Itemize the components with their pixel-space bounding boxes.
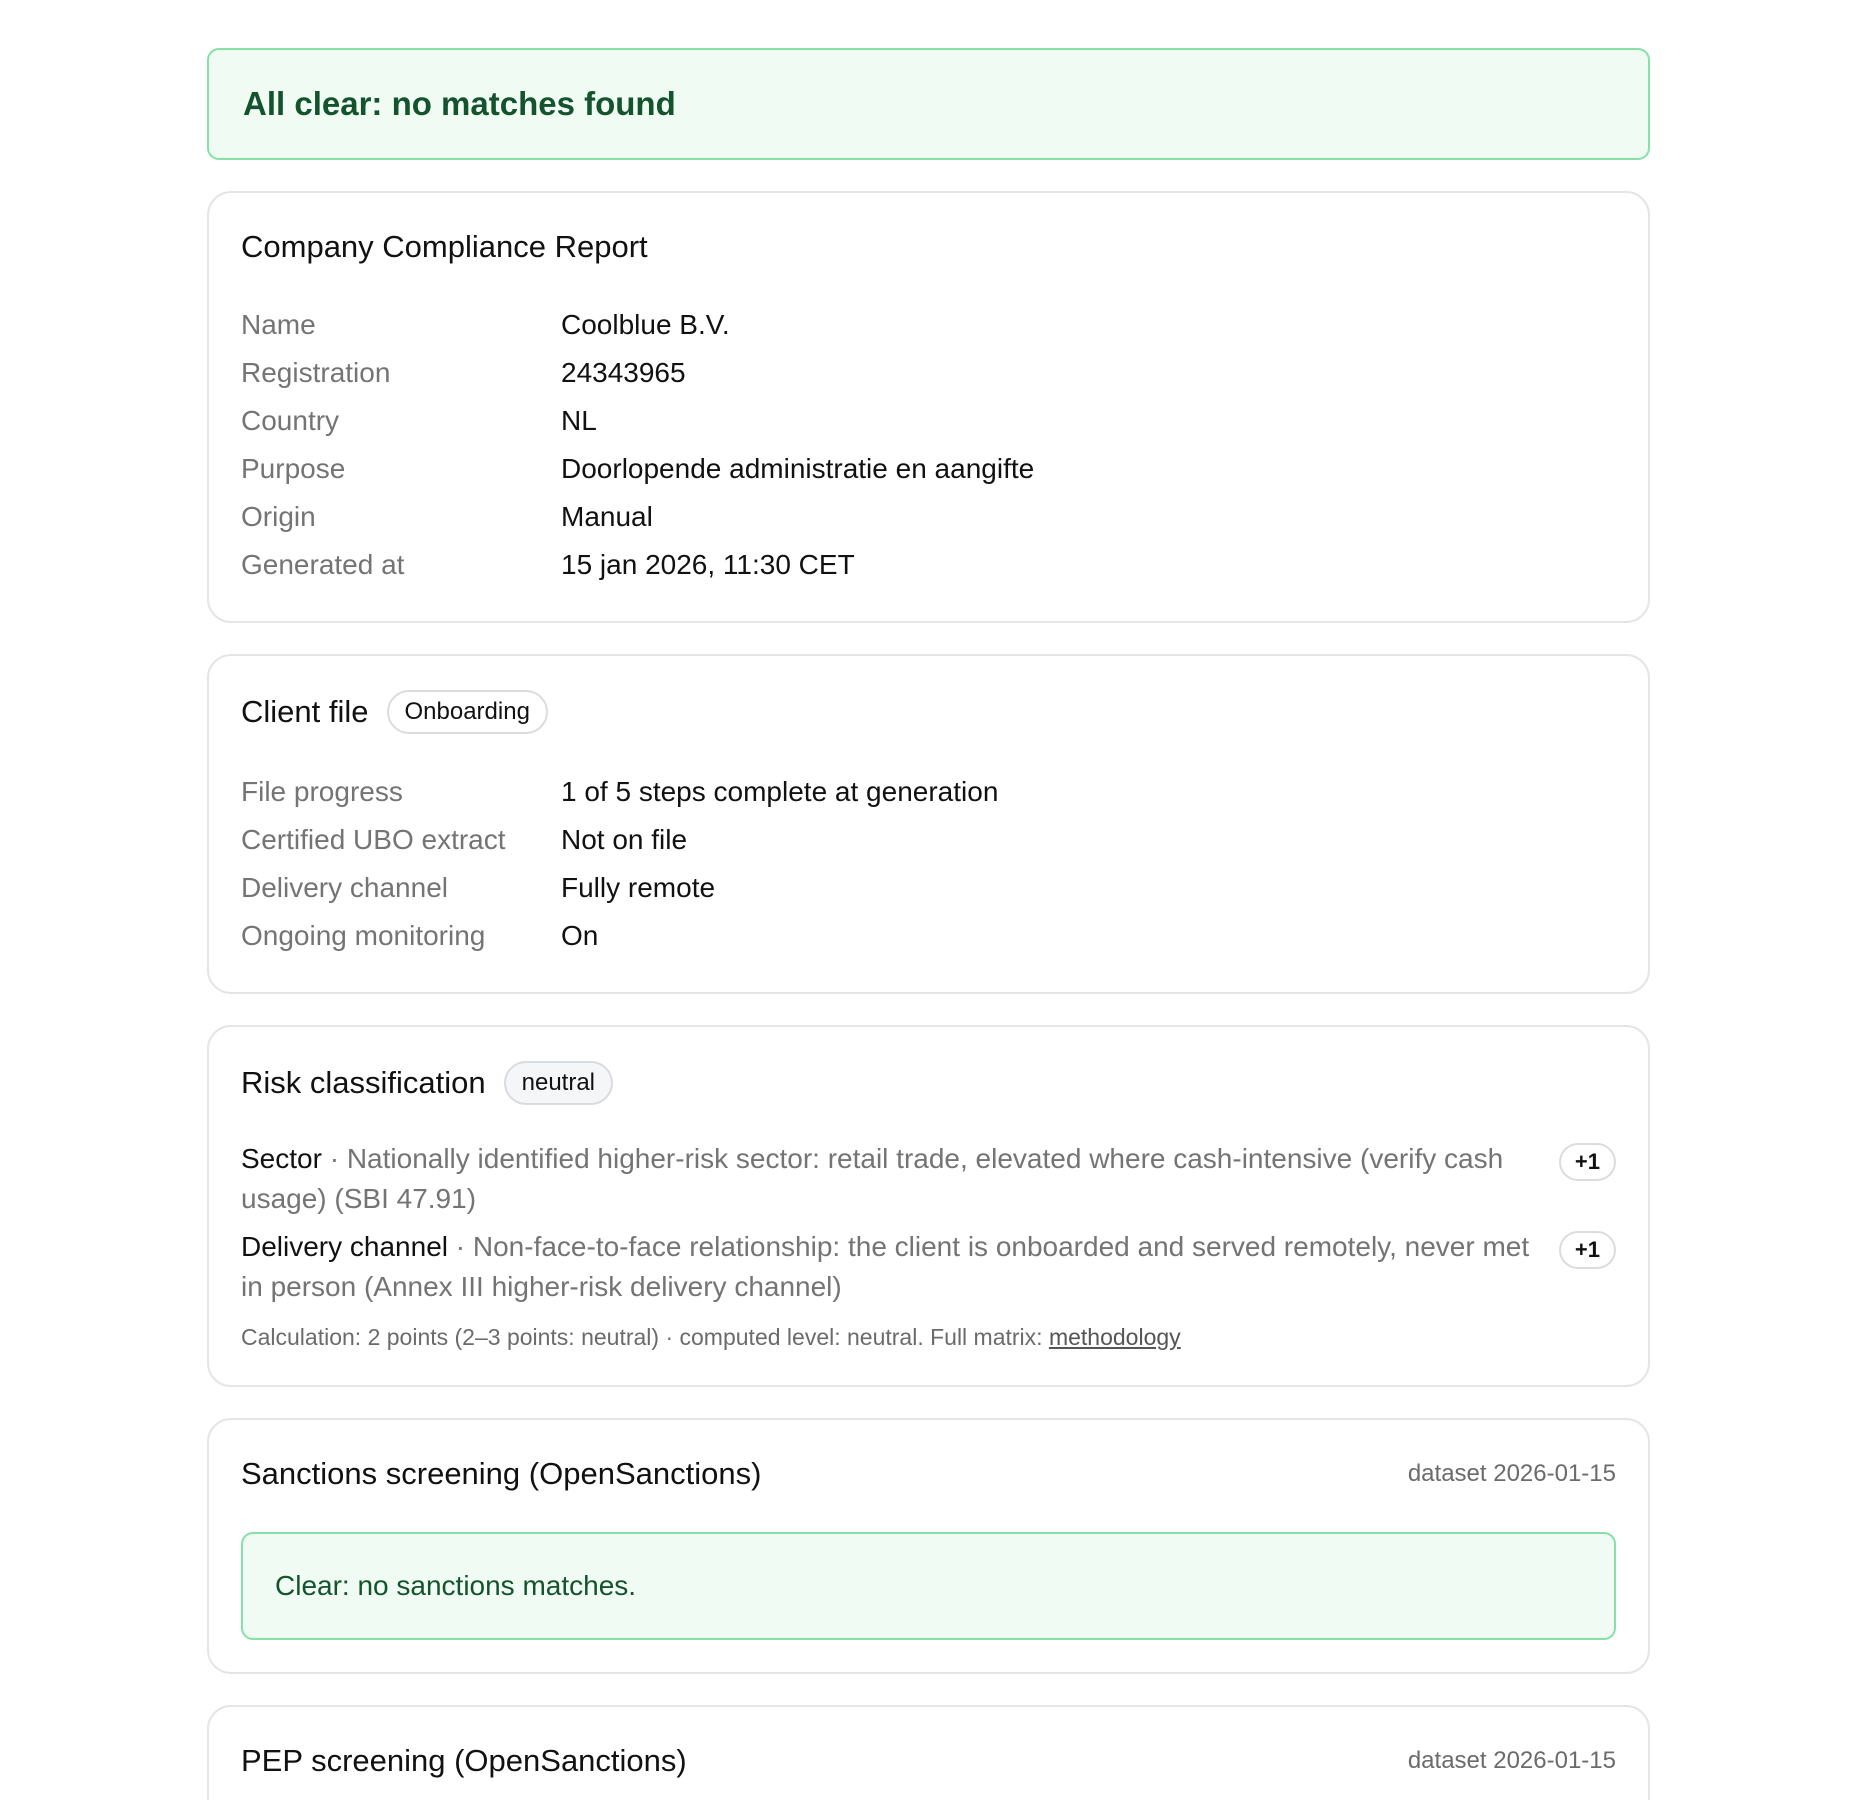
sanctions-clear-text: Clear: no sanctions matches. [275, 1570, 637, 1601]
calculation-text: Calculation: 2 points (2–3 points: neutral) · computed level: neutral. Full matrix: [241, 1324, 1049, 1350]
risk-factor-list [241, 1139, 1616, 1307]
detail-label: Certified UBO extract [241, 824, 506, 855]
pep-dataset-date: dataset 2026-01-15 [1407, 1747, 1616, 1774]
client-file-details [241, 768, 1616, 960]
detail-row-ubo-extract [241, 816, 1616, 864]
detail-label: Delivery channel [241, 872, 448, 903]
risk-factor-label: Delivery channel [241, 1231, 448, 1262]
detail-label: Country [241, 405, 340, 436]
risk-points-badge: +1 [1559, 1231, 1616, 1269]
detail-label: Origin [241, 501, 316, 532]
detail-row-origin [241, 493, 1616, 541]
sanctions-dataset-date: dataset 2026-01-15 [1407, 1460, 1616, 1487]
detail-row-country [241, 397, 1616, 445]
detail-row-delivery-channel [241, 864, 1616, 912]
card-header [241, 1454, 1616, 1494]
detail-label: Generated at [241, 549, 405, 580]
detail-label: Name [241, 309, 316, 340]
detail-row-registration [241, 349, 1616, 397]
detail-label: Registration [241, 357, 391, 388]
risk-factor-sector [241, 1139, 1616, 1219]
risk-factor-text [241, 1139, 1531, 1219]
detail-row-file-progress [241, 768, 1616, 816]
report-title: Company Compliance Report [241, 229, 648, 264]
detail-row-purpose [241, 445, 1616, 493]
detail-row-ongoing-monitoring [241, 912, 1616, 960]
risk-classification-card [207, 1025, 1650, 1387]
detail-row-name [241, 301, 1616, 349]
risk-calculation-note [241, 1321, 1616, 1353]
risk-factor-label: Sector [241, 1143, 322, 1174]
card-title-group [241, 1061, 613, 1105]
detail-value: 1 of 5 steps complete at generation [561, 776, 999, 807]
report-column [207, 48, 1650, 1800]
detail-label: Ongoing monitoring [241, 920, 486, 951]
card-title-group [241, 690, 548, 734]
detail-value: On [561, 920, 599, 951]
pep-title: PEP screening (OpenSanctions) [241, 1743, 687, 1778]
methodology-link[interactable]: methodology [1048, 1324, 1181, 1350]
risk-title: Risk classification [241, 1065, 486, 1100]
risk-factor-separator: · [448, 1231, 473, 1262]
sanctions-screening-card [207, 1418, 1650, 1674]
detail-value: Not on file [561, 824, 688, 855]
detail-value: 15 jan 2026, 11:30 CET [561, 549, 855, 580]
all-clear-banner [207, 48, 1650, 160]
detail-value: 24343965 [561, 357, 686, 388]
onboarding-status-badge: Onboarding [387, 690, 548, 734]
card-header [241, 1741, 1616, 1781]
detail-value: Fully remote [561, 872, 716, 903]
risk-points-badge: +1 [1559, 1143, 1616, 1181]
risk-factor-description: Non-face-to-face relationship: the client is onboarded and served remotely, never met in person (Annex III higher-risk delivery channel) [241, 1231, 1530, 1302]
risk-factor-delivery-channel [241, 1227, 1616, 1307]
detail-row-generated-at [241, 541, 1616, 589]
pep-screening-card [207, 1705, 1650, 1800]
risk-factor-separator: · [321, 1143, 347, 1174]
card-header [241, 1061, 1616, 1105]
client-file-title: Client file [241, 694, 369, 729]
detail-value: Coolblue B.V. [561, 309, 730, 340]
detail-value: Doorlopende administratie en aangifte [561, 453, 1035, 484]
card-header [241, 227, 1616, 267]
risk-level-badge: neutral [504, 1061, 613, 1105]
detail-label: Purpose [241, 453, 346, 484]
risk-factor-description: Nationally identified higher-risk sector: retail trade, elevated where cash-intensive (verify cash usage) (SBI 47.91) [241, 1143, 1504, 1214]
detail-label: File progress [241, 776, 403, 807]
card-header [241, 690, 1616, 734]
all-clear-text: All clear: no matches found [243, 85, 676, 122]
detail-value: Manual [561, 501, 653, 532]
client-file-card [207, 654, 1650, 994]
sanctions-title: Sanctions screening (OpenSanctions) [241, 1456, 762, 1491]
report-details [241, 301, 1616, 589]
company-report-card [207, 191, 1650, 623]
detail-value: NL [561, 405, 597, 436]
risk-factor-text [241, 1227, 1531, 1307]
sanctions-clear-notice [241, 1532, 1616, 1640]
